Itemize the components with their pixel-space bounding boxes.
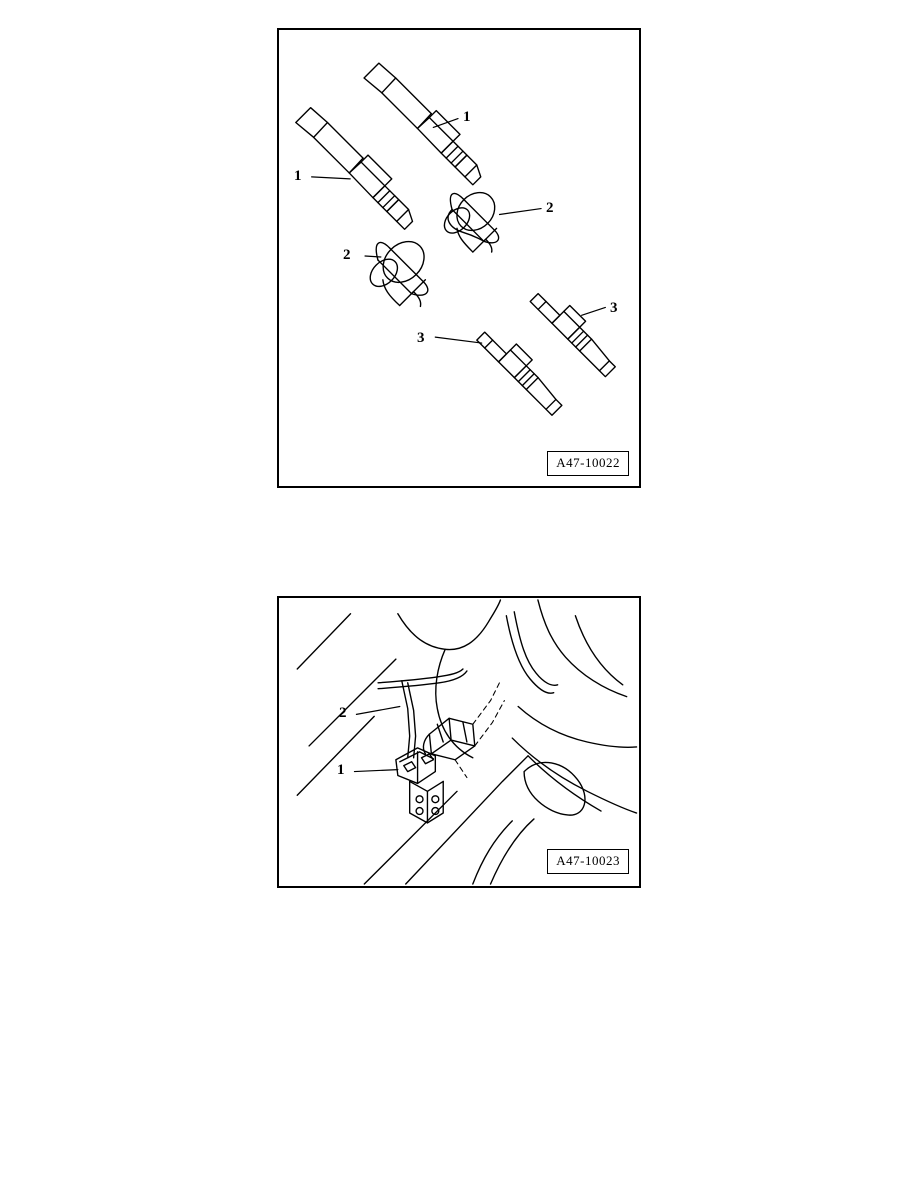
figure-2-drawing [279,598,639,886]
figure-1-callout-3a: 3 [417,330,425,346]
figure-2-panel [277,596,641,888]
figure-2-callout-1: 1 [337,762,345,778]
figure-2-leader-lines [354,706,399,771]
figure-1-drawing [279,30,639,486]
figure-1-callout-1a: 1 [294,168,302,184]
sleeve-lower [365,233,432,306]
figure-1-code: A47-10022 [547,451,629,476]
glow-plug-lower [296,108,413,230]
figure-1-callout-2b: 2 [546,200,554,216]
connector-lower [477,332,562,415]
connector-upper [530,294,615,377]
figure-1-callout-3b: 3 [610,300,618,316]
figure-1-callout-1b: 1 [463,109,471,125]
figure-1-panel [277,28,641,488]
figure-2-callout-2: 2 [339,705,347,721]
sleeve-upper [440,185,503,252]
figure-2-code: A47-10023 [547,849,629,874]
figure-1-callout-2a: 2 [343,247,351,263]
